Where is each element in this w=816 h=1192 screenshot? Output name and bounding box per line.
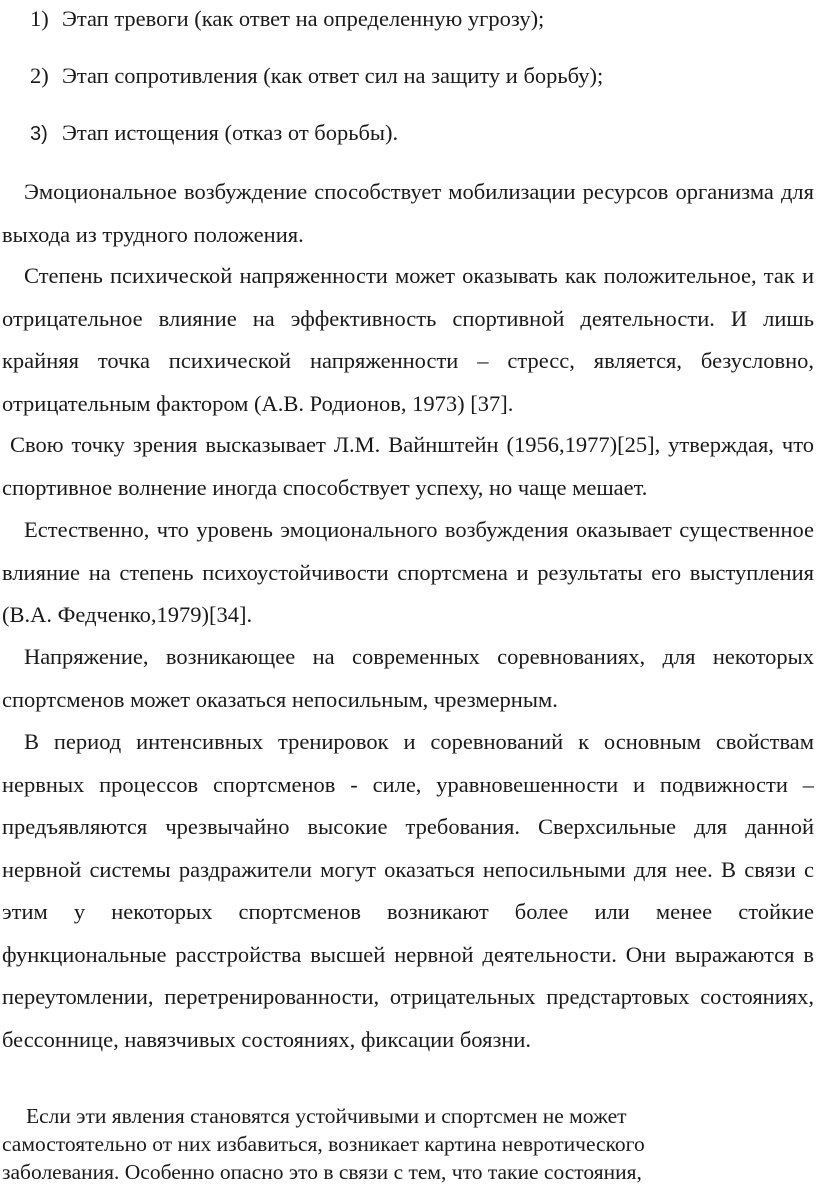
paragraph-6: В период интенсивных тренировок и соревнований к основным свойствам нервных процессов спортсменов - силе, уравновешенности и подвижности – предъявляются чрезвычайно высокие требования. Сверхсильные для данной нервной системы раздражители могут оказаться непосильными для нее. В связи с этим у некоторых спортсменов возникают более или менее стойкие функциональные расстройства высшей нервной деятельности. Они выражаются в переутомлении, перетренированности, отрицательных предстартовых состояниях, бессоннице, навязчивых состояниях, фиксации боязни. bbox=[2, 729, 814, 1052]
list-item-3 bbox=[30, 118, 790, 149]
list-text: Этап сопротивления (как ответ сил на защиту и борьбу); bbox=[62, 63, 604, 88]
list-number: 2) bbox=[30, 63, 49, 88]
paragraph-4: Естественно, что уровень эмоционального возбуждения оказывает существенное влияние на степень психоустойчивости спортсмена и результаты его выступления (В.А. Федченко,1979)[34]. bbox=[2, 517, 814, 627]
paragraph-1: Эмоциональное возбуждение способствует мобилизации ресурсов организма для выхода из трудного положения. bbox=[2, 179, 814, 247]
list-item-1 bbox=[30, 4, 790, 34]
list-number: 1) bbox=[30, 6, 49, 31]
list-item-2 bbox=[30, 61, 790, 91]
list-number: 3) bbox=[30, 123, 48, 145]
paragraph-5: Напряжение, возникающее на современных соревнованиях, для некоторых спортсменов может оказаться непосильным, чрезмерным. bbox=[2, 644, 814, 712]
list-text: Этап истощения (отказ от борьбы). bbox=[62, 120, 399, 145]
paragraph-3: Свою точку зрения высказывает Л.М. Вайнштейн (1956,1977)[25], утверждая, что спортивное волнение иногда способствует успеху, но чаще мешает. bbox=[2, 432, 814, 500]
list-text: Этап тревоги (как ответ на определенную угрозу); bbox=[62, 6, 545, 31]
paragraph-7: Если эти явления становятся устойчивыми и спортсмен не может самостоятельно от них избавиться, возникает картина невротического заболевания. Особенно опасно это в связи с тем, что такие состояния, bbox=[2, 1104, 645, 1184]
paragraph-2: Степень психической напряженности может оказывать как положительное, так и отрицательное влияние на эффективность спортивной деятельности. И лишь крайняя точка психической напряженности – стресс, является, безусловно, отрицательным фактором (А.В. Родионов, 1973) [37]. bbox=[2, 263, 814, 416]
